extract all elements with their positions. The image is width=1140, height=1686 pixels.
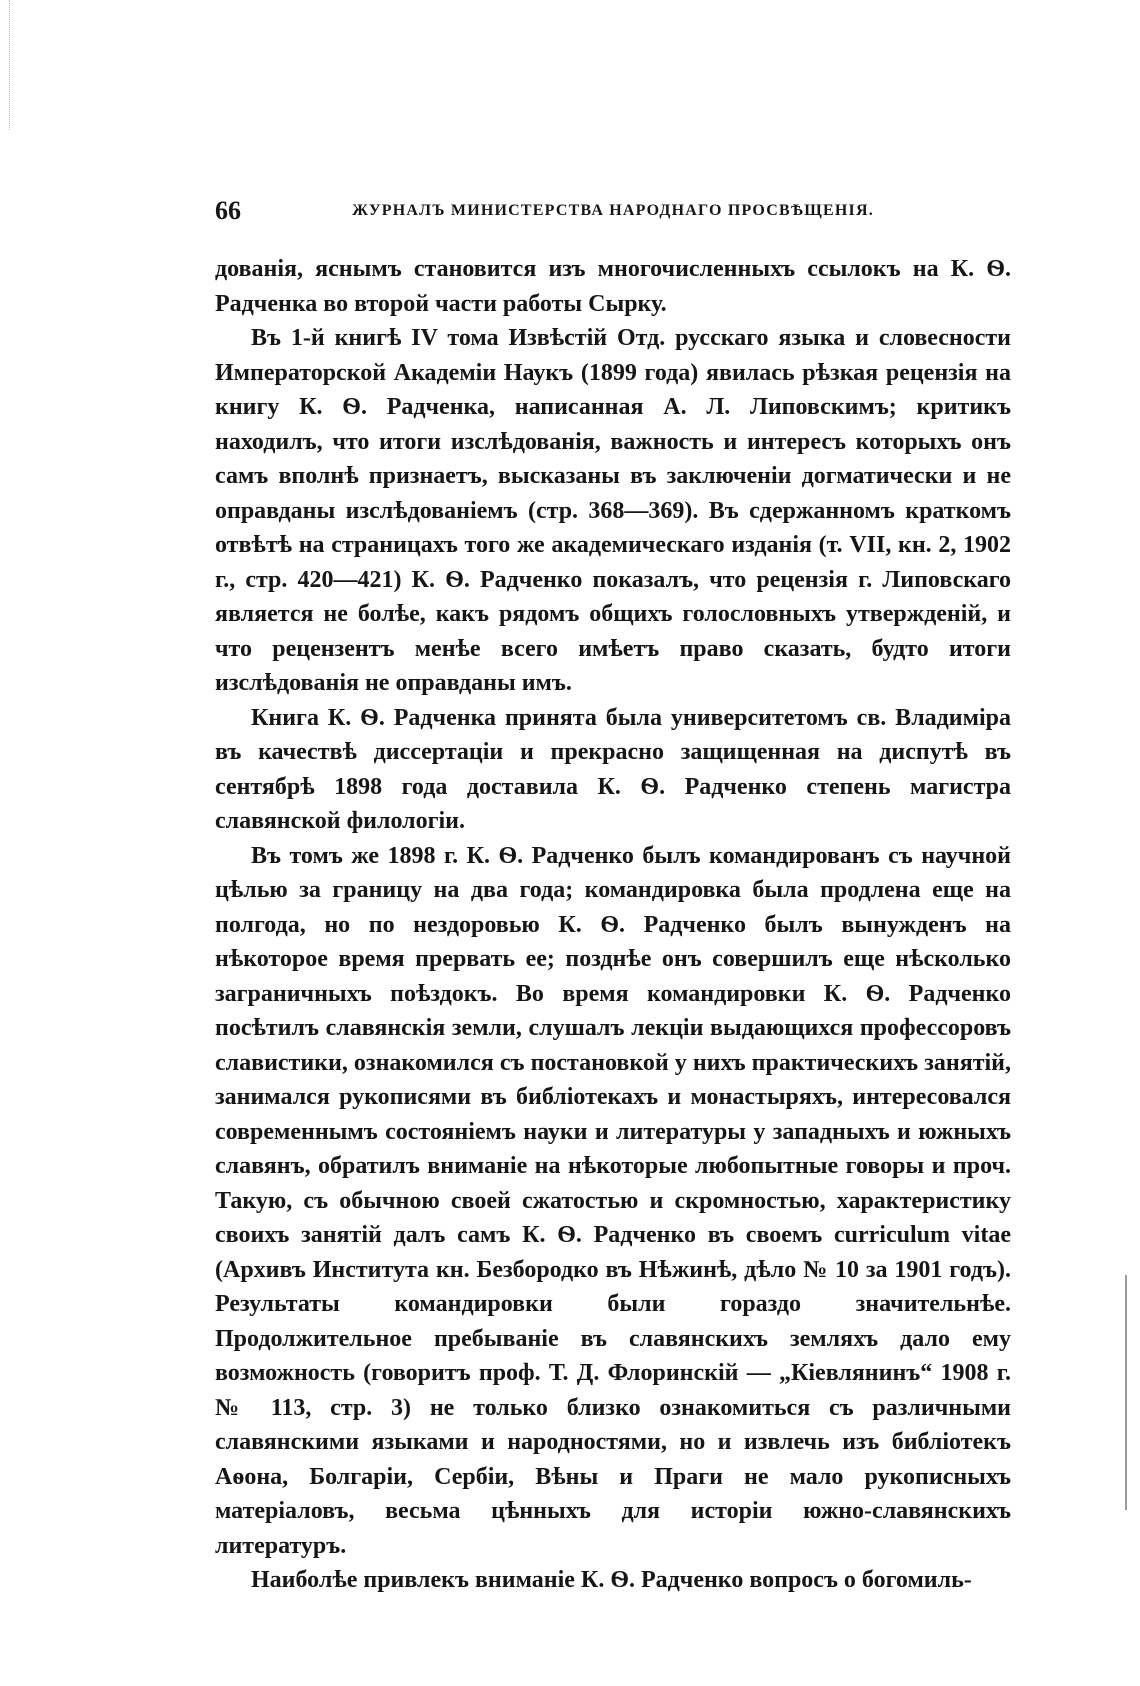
scan-edge-left: [9, 0, 11, 130]
paragraph-continuation: дованія, яснымъ становится изъ многочисленныхъ ссылокъ на К. Ѳ. Радченка во второй части работы Сырку.: [215, 256, 1011, 317]
paragraph-bogomil: Наиболѣе привлекъ вниманіе К. Ѳ. Радченко вопросъ о богомиль-: [251, 1567, 972, 1593]
paragraph-assignment: Въ томъ же 1898 г. К. Ѳ. Радченко былъ командированъ съ научной цѣлью за границу на два года; командировка была продлена еще на полгода, но по нездоровью К. Ѳ. Радченко былъ вынужденъ на нѣкоторое время прервать ее; позднѣе онъ совершилъ еще нѣсколько заграничныхъ поѣздокъ. Во время командировки К. Ѳ. Радченко посѣтилъ славянскія земли, слушалъ лекціи выдающихся профессоровъ славистики, ознакомился съ постановкой у нихъ практическихъ занятій, занимался рукописями въ библіотекахъ и монастыряхъ, интересовался современнымъ состояніемъ науки и литературы у западныхъ и южныхъ славянъ, обратилъ вниманіе на нѣкоторые любопытные говоры и проч. Такую, съ обычною своей сжатостью и скромностью, характеристику своихъ занятій далъ самъ К. Ѳ. Радченко въ своемъ curriculum vitae (Архивъ Института кн. Безбородко въ Нѣжинѣ, дѣло № 10 за 1901 годъ). Результаты командировки были гораздо значительнѣе. Продолжительное пребываніе въ славянскихъ земляхъ дало ему возможность (говоритъ проф. Т. Д. Флоринскій — „Кіевлянинъ“ 1908 г. № 113, стр. 3) не только близко ознакомиться съ различными славянскими языками и народностями, но и извлечь изъ библіотекъ Аѳона, Болгаріи, Сербіи, Вѣны и Праги не мало рукописныхъ матеріаловъ, весьма цѣнныхъ для исторіи южно-славянскихъ литературъ.: [215, 842, 1011, 1559]
paragraph-dissertation: Книга К. Ѳ. Радченка принята была университетомъ св. Владиміра въ качествѣ диссертаціи и прекрасно защищенная на диспутѣ въ сентябрѣ 1898 года доставила К. Ѳ. Радченко степень магистра славянской филологіи.: [215, 704, 1011, 834]
page-number: 66: [215, 196, 241, 225]
page-header: [215, 196, 1011, 226]
running-title: ЖУРНАЛЪ МИНИСТЕРСТВА НАРОДНАГО ПРОСВѢЩЕНІЯ.: [352, 202, 874, 219]
paragraph-review: Въ 1-й книгѣ IV тома Извѣстій Отд. русскаго языка и словесности Императорской Академіи Наукъ (1899 года) явилась рѣзкая рецензія на книгу К. Ѳ. Радченка, написанная А. Л. Липовскимъ; критикъ находилъ, что итоги изслѣдованія, важность и интересъ которыхъ онъ самъ вполнѣ признаетъ, высказаны въ заключеніи догматически и не оправданы изслѣдованіемъ (стр. 368—369). Въ сдержанномъ краткомъ отвѣтѣ на страницахъ того же академическаго изданія (т. VII, кн. 2, 1902 г., стр. 420—421) К. Ѳ. Радченко показалъ, что рецензія г. Липовскаго является не болѣе, какъ рядомъ общихъ голословныхъ утвержденій, и что рецензентъ менѣе всего имѣетъ право сказать, будто итоги изслѣдованія не оправданы имъ.: [215, 325, 1011, 696]
scan-edge-right: [1125, 1275, 1127, 1510]
page-body: [215, 252, 1011, 1598]
